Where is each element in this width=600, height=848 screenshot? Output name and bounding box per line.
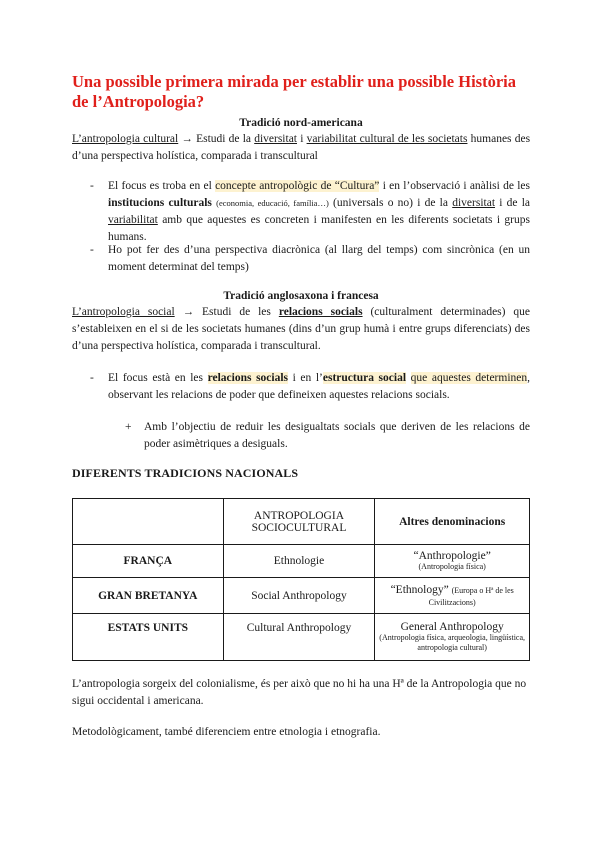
north-b1-text: (universals o no) i de la xyxy=(333,197,448,209)
country-cell: ESTATS UNITS xyxy=(73,614,224,661)
paragraph-colonialisme: L’antropologia sorgeix del colonialisme, és per això que no hi ha una Hª de la Antropologia que no sigui occidental i americana. xyxy=(72,678,527,707)
table-row xyxy=(73,545,530,578)
other-note: (Europa o Hª de les Civilitzacions) xyxy=(428,585,514,607)
highlight-relacions-socials: relacions socials xyxy=(207,372,289,384)
anglo-bullet-1 xyxy=(108,370,530,404)
highlight-estructura-social: estructura social xyxy=(322,372,407,384)
table-header-empty xyxy=(73,499,224,545)
anglo-def-prefix: Estudi de les xyxy=(202,306,271,318)
table-header-altres: Altres denominacions xyxy=(375,499,530,545)
other-note: (Antropologia física, arqueologia, lingüística, antropologia cultural) xyxy=(379,633,526,652)
table-header-sociocultural: ANTROPOLOGIA SOCIOCULTURAL xyxy=(223,499,375,545)
north-b1-text: i de la xyxy=(499,197,531,209)
table-row xyxy=(73,578,530,614)
other-cell xyxy=(375,578,530,614)
term-diversitat: diversitat xyxy=(254,133,297,145)
sociocultural-cell: Cultural Anthropology xyxy=(223,614,375,661)
term-relacions-socials: relacions socials xyxy=(278,306,363,318)
highlight-concepte-cultura: concepte antropològic de “Cultura” xyxy=(215,180,380,192)
other-note: (Antropologia física) xyxy=(418,562,486,571)
north-heading: Tradició nord-americana xyxy=(239,117,363,129)
term-diversitat: diversitat xyxy=(452,197,496,209)
north-def-suffix: humanes des d’una perspectiva holística, comparada i transcultural xyxy=(72,133,531,162)
term-institucions-culturals: institucions culturals xyxy=(108,197,212,209)
bullet-dash: - xyxy=(90,244,94,256)
anglo-heading: Tradició anglosaxona i francesa xyxy=(223,290,379,302)
north-b1-text: i en l’observació i anàlisi de les xyxy=(382,180,530,192)
bullet-dash: - xyxy=(90,180,94,192)
anglo-b1-text: , observant les relacions de poder que defineixen aquestes relacions socials. xyxy=(108,372,530,401)
table-row xyxy=(73,614,530,661)
term-variabilitat: variabilitat cultural de les societats xyxy=(306,133,468,145)
north-b1-text: amb que aquestes es concreten i manifesten en les diferents societats i grups humans. xyxy=(108,214,530,243)
paragraph-metodologia: Metodològicament, també diferenciem entre etnologia i etnografia. xyxy=(72,726,381,738)
sociocultural-cell: Ethnologie xyxy=(223,545,375,578)
table-header-row xyxy=(73,499,530,545)
bullet-dash: - xyxy=(90,372,94,384)
other-name: “Anthropologie” xyxy=(413,550,491,562)
country-cell: FRANÇA xyxy=(73,545,224,578)
anglo-def-suffix: (culturalment determinades) que s’estableixen en el si de les societats humanes (dins d’un grup humà i entre grups diferenciats) des d’una perspectiva holística, comparada i transcultural. xyxy=(72,306,530,352)
traditions-table xyxy=(72,498,530,661)
north-bullet-2: Ho pot fer des d’una perspectiva diacrònica (al llarg del temps) com sincrònica (en un moment determinat del temps) xyxy=(108,244,530,273)
arrow-icon: → xyxy=(181,133,193,145)
anglo-definition xyxy=(72,304,530,355)
other-name: “Ethnology” xyxy=(390,583,449,596)
anglo-b1-text: i en l’ xyxy=(292,372,323,384)
anglo-b1-text: El focus està en les xyxy=(108,372,204,384)
highlight-que-determinen: que aquestes determinen xyxy=(410,372,528,384)
other-name: General Anthropology xyxy=(400,621,504,633)
north-def-and: i xyxy=(300,133,304,145)
north-def-prefix: Estudi de la xyxy=(196,133,252,145)
north-b1-text: El focus es troba en el xyxy=(108,180,212,192)
country-cell: GRAN BRETANYA xyxy=(73,578,224,614)
sociocultural-cell: Social Anthropology xyxy=(223,578,375,614)
arrow-icon: → xyxy=(182,306,195,318)
north-bullet-1 xyxy=(108,178,530,246)
anglo-sub-bullet: Amb l’objectiu de reduir les desigualtats socials que deriven de les relacions de poder asimètriques a desiguals. xyxy=(144,421,530,450)
north-b1-examples: (economia, educació, família…) xyxy=(216,198,329,208)
term-variabilitat: variabilitat xyxy=(108,214,158,226)
plus-icon: + xyxy=(125,421,132,433)
term-antropologia-cultural: L’antropologia cultural xyxy=(72,133,179,145)
other-cell xyxy=(375,545,530,578)
document-title: Una possible primera mirada per establir una possible Història de l’Antropologia? xyxy=(72,72,517,111)
term-antropologia-social: L’antropologia social xyxy=(72,306,175,318)
north-definition xyxy=(72,131,530,165)
section-heading: DIFERENTS TRADICIONS NACIONALS xyxy=(72,466,299,480)
other-cell xyxy=(375,614,530,661)
